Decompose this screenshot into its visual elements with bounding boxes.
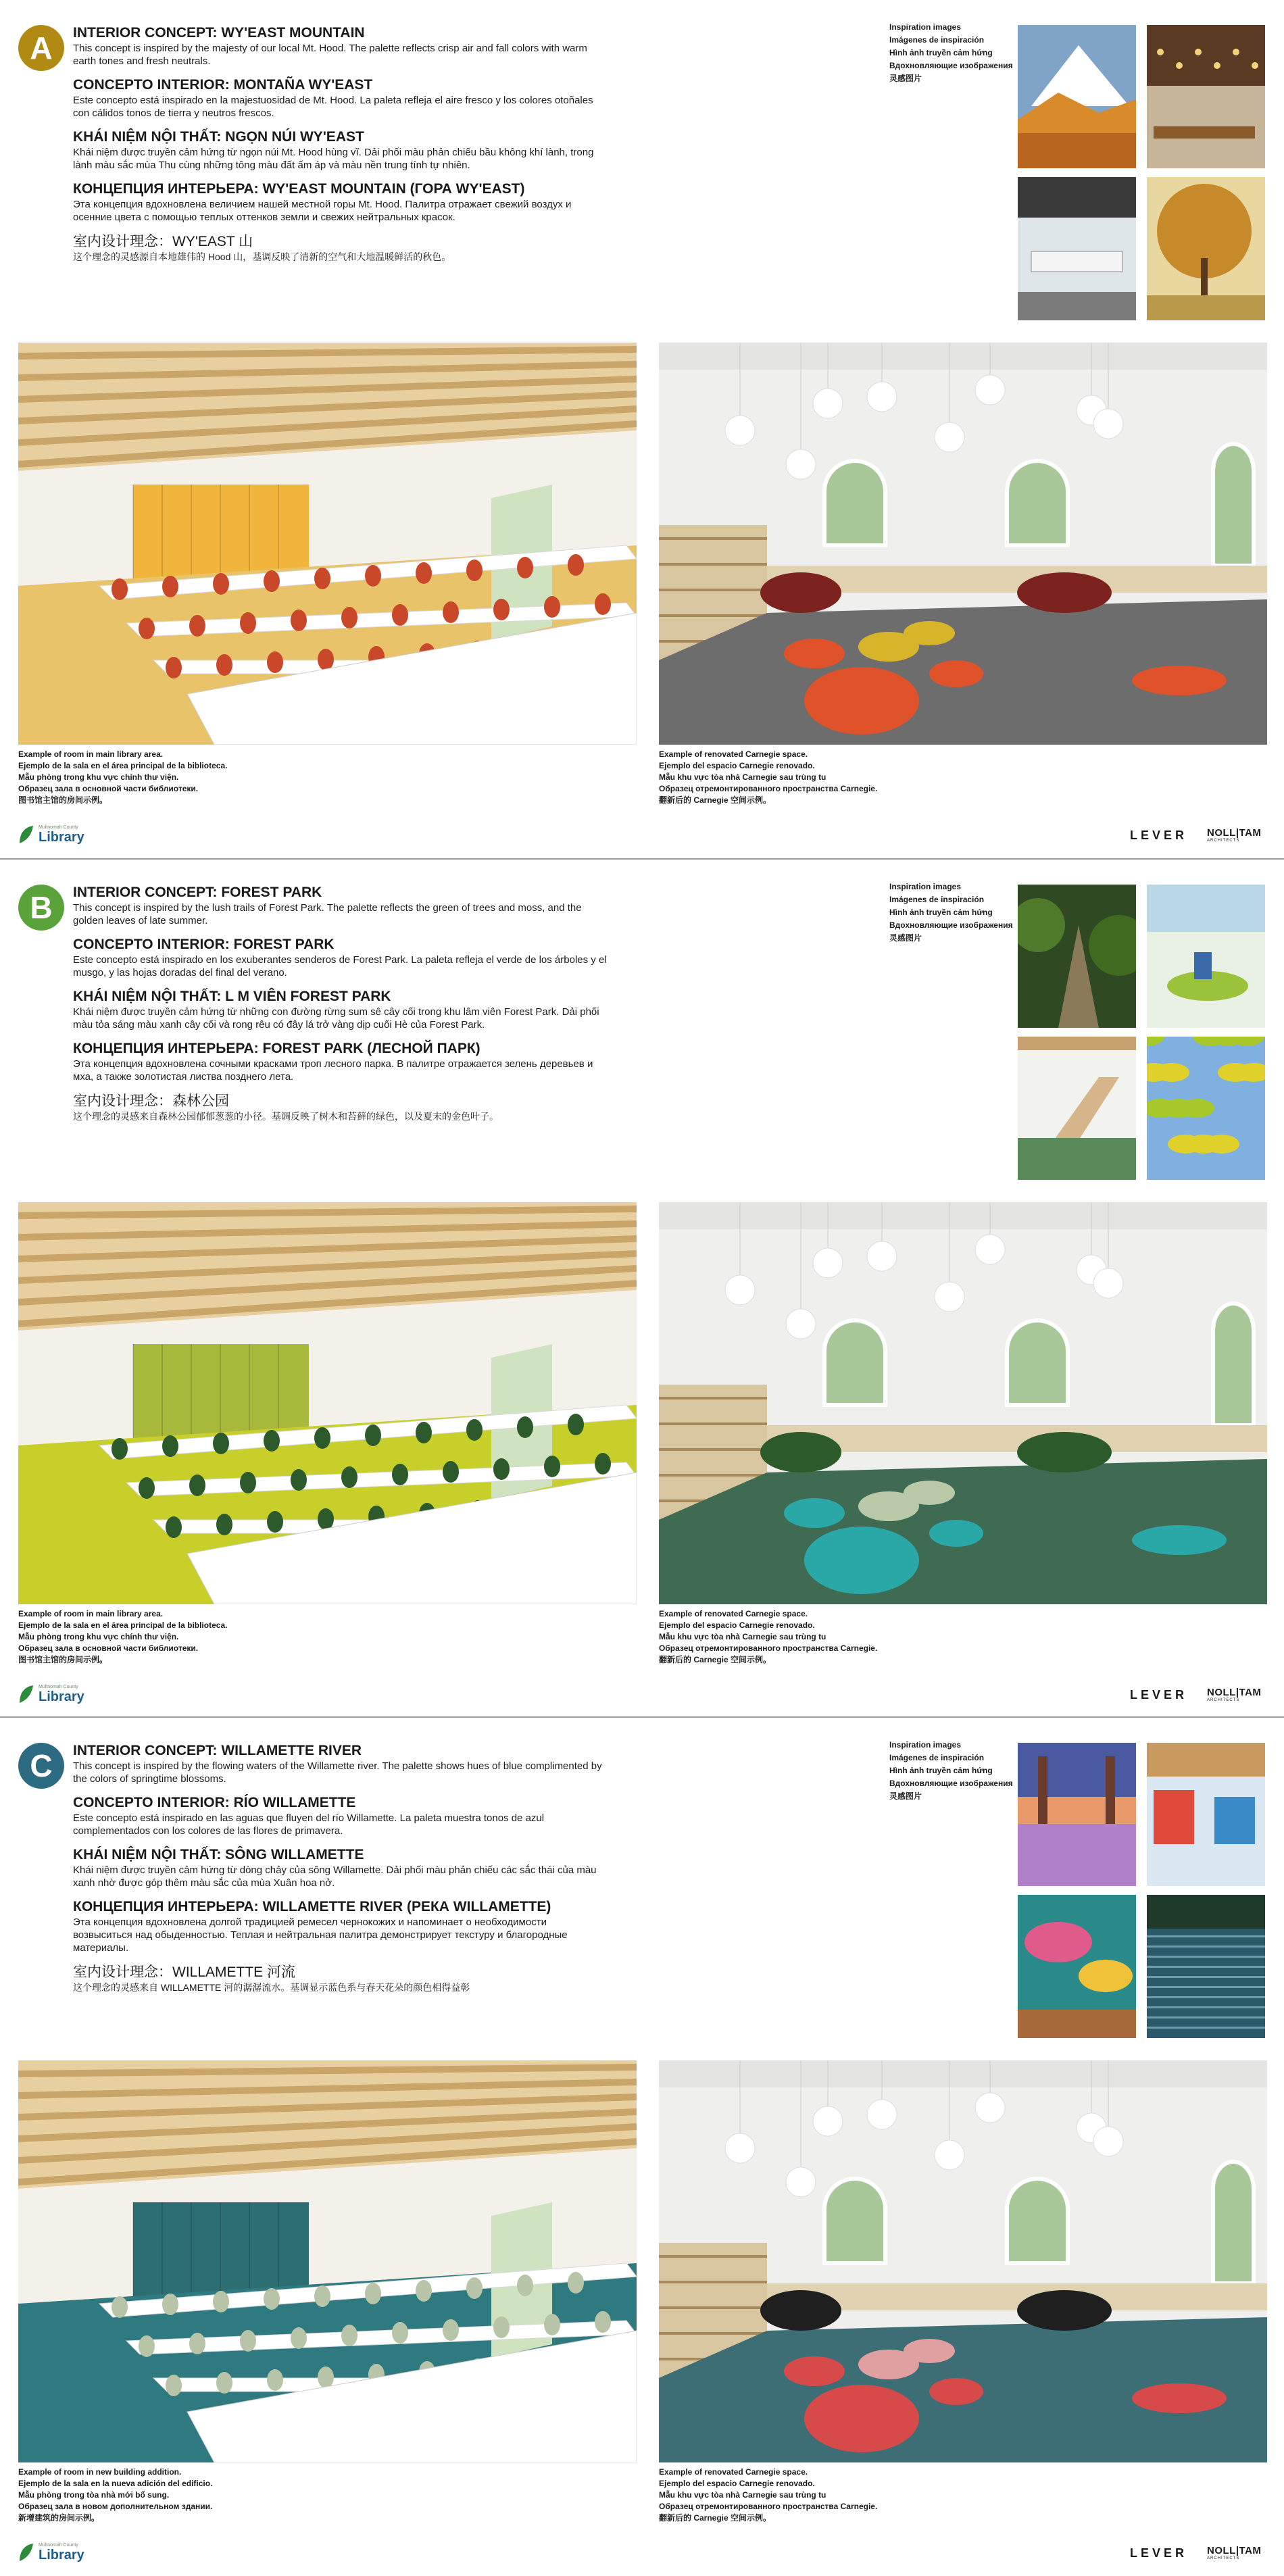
concept-title-chinese: 室内设计理念：WY'EAST 山 — [73, 234, 253, 249]
left-rendering-caption — [18, 2467, 212, 2524]
concept-body: Эта концепция вдохновлена сочными красками троп лесного парка. В палитре отражается зелень деревьев и мха, а также золотистая листва позднего лета. — [73, 1058, 593, 1083]
nolltam-name: NOLL|TAM — [1207, 2545, 1262, 2556]
inspiration-label: 灵感图片 — [889, 74, 922, 83]
caption-line: Образец зала в новом дополнительном здании. — [18, 2502, 213, 2511]
inspiration-labels — [889, 1740, 1014, 1804]
carnegie-rendering — [659, 2060, 1267, 2462]
concept-title: KHÁI NIỆM NỘI THẤT: SÔNG WILLAMETTE — [73, 1847, 364, 1862]
library-leaf-icon — [18, 824, 34, 845]
left-rendering-caption — [18, 749, 227, 806]
nolltam-logo — [1207, 1687, 1261, 1702]
right-rendering-caption — [659, 749, 877, 806]
autumn-tree-field-photo — [1147, 177, 1265, 320]
concept-text — [73, 1743, 607, 1993]
concept-body: Khái niệm được truyền cảm hứng từ ngọn núi Mt. Hood hùng vĩ. Dải phối màu phản chiếu bầu không khí lành, trong lành màu sắc mùa Thu cùng những tông màu đất ấm áp và màu nền trung tính tự nhiên. — [73, 147, 594, 171]
caption-line: Ejemplo de la sala en el área principal de la biblioteca. — [18, 761, 228, 770]
caption-line: 新增建筑的房间示例。 — [18, 2513, 100, 2523]
inspiration-label: 灵感图片 — [889, 1791, 922, 1801]
inspiration-label: 灵感图片 — [889, 933, 922, 943]
caption-line: Mẫu khu vực tòa nhà Carnegie sau trùng tu — [659, 772, 826, 782]
caption-line: Образец зала в основной части библиотеки. — [18, 1643, 199, 1653]
nolltam-name: NOLL|TAM — [1207, 1687, 1262, 1698]
nolltam-logo — [1207, 2545, 1261, 2560]
concept-title: КОНЦЕПЦИЯ ИНТЕРЬЕРА: WILLAMETTE RIVER (РЕКА WILLAMETTE) — [73, 1899, 551, 1914]
inspiration-label: Imágenes de inspiración — [889, 1753, 985, 1762]
caption-line: Образец зала в основной части библиотеки. — [18, 784, 199, 793]
nolltam-logo — [1207, 827, 1261, 843]
concept-letter-badge: B — [18, 885, 64, 931]
caption-line: Mẫu phòng trong tòa nhà mới bổ sung. — [18, 2490, 170, 2500]
concept-title: CONCEPTO INTERIOR: RÍO WILLAMETTE — [73, 1795, 356, 1810]
caption-line: 翻新后的 Carnegie 空间示例。 — [659, 795, 772, 805]
caption-line: 翻新后的 Carnegie 空间示例。 — [659, 2513, 772, 2523]
concept-board-c — [0, 1716, 1284, 2576]
concept-body: This concept is inspired by the lush trails of Forest Park. The palette reflects the green of trees and moss, and the golden leaves of late summer. — [73, 902, 582, 926]
library-logo — [18, 2542, 84, 2562]
caption-line: Ejemplo de la sala en la nueva adición del edificio. — [18, 2479, 213, 2488]
caption-line: Ejemplo de la sala en el área principal de la biblioteca. — [18, 1620, 228, 1630]
inspiration-label: Imágenes de inspiración — [889, 35, 985, 45]
right-rendering-caption — [659, 2467, 877, 2524]
right-rendering-caption — [659, 1608, 877, 1666]
concept-text — [73, 885, 607, 1122]
caption-line: 图书馆主馆的房间示例。 — [18, 795, 108, 805]
mural-reading-room-photo — [1018, 1895, 1136, 2038]
concept-title: INTERIOR CONCEPT: WY'EAST MOUNTAIN — [73, 25, 365, 41]
inspiration-label: Inspiration images — [889, 22, 962, 32]
caption-line: Ejemplo del espacio Carnegie renovado. — [659, 1620, 815, 1630]
childrens-library-photo — [1147, 1743, 1265, 1886]
inspiration-label: Hình ảnh truyền cảm hứng — [889, 48, 993, 57]
caption-line: Mẫu phòng trong khu vực chính thư viện. — [18, 1632, 179, 1641]
concept-title-chinese: 室内设计理念：WILLAMETTE 河流 — [73, 1964, 296, 1980]
concept-body: This concept is inspired by the majesty of our local Mt. Hood. The palette reflects crisp air and fall colors with warm earth tones and fresh neutrals. — [73, 43, 587, 67]
caption-line: Example of renovated Carnegie space. — [659, 1609, 808, 1618]
concept-title: INTERIOR CONCEPT: WILLAMETTE RIVER — [73, 1743, 362, 1758]
concept-body-chinese: 这个理念的灵感源自本地雄伟的 Hood 山，基调反映了清新的空气和大地温暖鲜活的秋色。 — [73, 251, 451, 262]
caption-line: Mẫu khu vực tòa nhà Carnegie sau trùng tu — [659, 2490, 826, 2500]
atrium-stairs-photo — [1018, 1037, 1136, 1180]
caption-line: Example of renovated Carnegie space. — [659, 749, 808, 759]
concept-body-chinese: 这个理念的灵感来自 WILLAMETTE 河的潺潺流水。基调显示蓝色系与春天花朵的颜色相得益彰 — [73, 1982, 470, 1993]
concept-body-chinese: 这个理念的灵感来自森林公园郁郁葱葱的小径。基调反映了树木和苔藓的绿色，以及夏末的金色叶子。 — [73, 1111, 499, 1122]
caption-line: Образец отремонтированного пространства Carnegie. — [659, 784, 878, 793]
library-wood-ceiling-photo — [1147, 25, 1265, 168]
caption-line: Ejemplo del espacio Carnegie renovado. — [659, 761, 815, 770]
yellow-leaves-photo — [1147, 1037, 1265, 1180]
library-leaf-icon — [18, 1684, 34, 1704]
bridge-sunset-photo — [1018, 1743, 1136, 1886]
mt-hood-autumn-photo — [1018, 25, 1136, 168]
reading-lounge-photo — [1147, 885, 1265, 1028]
caption-line: Ejemplo del espacio Carnegie renovado. — [659, 2479, 815, 2488]
inspiration-label: Вдохновляющие изображения — [889, 61, 1013, 70]
concept-body: Este concepto está inspirado en la majestuosidad de Mt. Hood. La paleta refleja el aire fresco y los colores otoñales con cálidos tonos de tierra y neutros frescos. — [73, 95, 593, 119]
inspiration-label: Hình ảnh truyền cảm hứng — [889, 908, 993, 917]
river-water-photo — [1147, 1895, 1265, 2038]
concept-text — [73, 25, 607, 263]
nolltam-subtitle: ARCHITECTS — [1207, 2556, 1240, 2560]
caption-line: Mẫu khu vực tòa nhà Carnegie sau trùng tu — [659, 1632, 826, 1641]
lever-logo: LEVER — [1130, 1688, 1188, 1702]
classroom-rendering — [18, 1202, 637, 1604]
classroom-rendering — [18, 343, 637, 745]
concept-title: KHÁI NIỆM NỘI THẤT: NGỌN NÚI WY'EAST — [73, 129, 364, 145]
inspiration-label: Вдохновляющие изображения — [889, 1779, 1013, 1788]
inspiration-label: Imágenes de inspiración — [889, 895, 985, 904]
inspiration-label: Hình ảnh truyền cảm hứng — [889, 1766, 993, 1775]
concept-title-chinese: 室内设计理念：森林公园 — [73, 1093, 229, 1109]
concept-title: INTERIOR CONCEPT: FOREST PARK — [73, 885, 322, 900]
nolltam-subtitle: ARCHITECTS — [1207, 839, 1240, 843]
library-logo — [18, 824, 84, 845]
caption-line: 翻新后的 Carnegie 空间示例。 — [659, 1655, 772, 1664]
classroom-rendering — [18, 2060, 637, 2462]
library-logo — [18, 1684, 84, 1704]
concept-letter-badge: C — [18, 1743, 64, 1789]
caption-line: Example of room in main library area. — [18, 749, 164, 759]
logo-county: Multnomah County — [39, 1685, 78, 1689]
left-rendering-caption — [18, 1608, 227, 1666]
concept-body: Эта концепция вдохновлена величием нашей местной горы Mt. Hood. Палитра отражает свежий воздух и осенние цвета с помощью теплых оттенков земли и свежих нейтральных красок. — [73, 199, 572, 223]
caption-line: Образец отремонтированного пространства Carnegie. — [659, 2502, 878, 2511]
concept-board-a — [0, 0, 1284, 858]
study-room-tables-photo — [1018, 177, 1136, 320]
concept-title: KHÁI NIỆM NỘI THẤT: L M VIÊN FOREST PARK — [73, 989, 391, 1004]
logo-county: Multnomah County — [39, 2543, 78, 2548]
caption-line: Example of renovated Carnegie space. — [659, 2467, 808, 2477]
carnegie-rendering — [659, 1202, 1267, 1604]
nolltam-name: NOLL|TAM — [1207, 827, 1262, 839]
concept-board-b — [0, 858, 1284, 1718]
concept-title: CONCEPTO INTERIOR: FOREST PARK — [73, 937, 335, 952]
inspiration-label: Inspiration images — [889, 1740, 962, 1750]
inspiration-label: Inspiration images — [889, 882, 962, 891]
concept-letter-badge: A — [18, 25, 64, 71]
library-leaf-icon — [18, 2542, 34, 2562]
concept-body: Khái niệm được truyền cảm hứng từ dòng chảy của sông Willamette. Dải phối màu phản chiếu các sắc thái của màu xanh nhờ được góp thêm màu sắc của mùa Xuân hoa nở. — [73, 1864, 597, 1889]
concept-body: Este concepto está inspirado en los exuberantes senderos de Forest Park. La paleta refleja el verde de los árboles y el musgo, y las hojas doradas del final del verano. — [73, 954, 607, 979]
caption-line: Mẫu phòng trong khu vực chính thư viện. — [18, 772, 179, 782]
concept-title: КОНЦЕПЦИЯ ИНТЕРЬЕРА: FOREST PARK (ЛЕСНОЙ ПАРК) — [73, 1041, 480, 1056]
forest-trail-stairs-photo — [1018, 885, 1136, 1028]
logo-library: Library — [39, 2548, 84, 2562]
logo-library: Library — [39, 1689, 84, 1704]
concept-title: CONCEPTO INTERIOR: MONTAÑA WY'EAST — [73, 77, 373, 93]
inspiration-labels — [889, 882, 1014, 946]
concept-body: Este concepto está inspirado en las aguas que fluyen del río Willamette. La paleta muestra tonos de azul complementados con los colores de las flores de primavera. — [73, 1812, 545, 1837]
concept-body: This concept is inspired by the flowing waters of the Willamette river. The palette shows hues of blue complimented by the colors of springtime blossoms. — [73, 1760, 602, 1785]
lever-logo: LEVER — [1130, 828, 1188, 842]
lever-logo: LEVER — [1130, 2546, 1188, 2560]
caption-line: Образец отремонтированного пространства Carnegie. — [659, 1643, 878, 1653]
nolltam-subtitle: ARCHITECTS — [1207, 1698, 1240, 1702]
caption-line: Example of room in main library area. — [18, 1609, 164, 1618]
carnegie-rendering — [659, 343, 1267, 745]
logo-library: Library — [39, 830, 84, 845]
concept-body: Khái niệm được truyền cảm hứng từ những con đường rừng sum sê cây cối trong khu lâm viên Forest Park. Dải phối màu tỏa sáng màu xanh cây cối và rong rêu có đây lá trở vàng dịp cuối Hè của Forest Park. — [73, 1006, 599, 1031]
logo-county: Multnomah County — [39, 825, 78, 830]
concept-title: КОНЦЕПЦИЯ ИНТЕРЬЕРА: WY'EAST MOUNTAIN (ГОРА WY'EAST) — [73, 181, 525, 197]
caption-line: 图书馆主馆的房间示例。 — [18, 1655, 108, 1664]
concept-body: Эта концепция вдохновлена долгой традицией ремесел чернокожих и напоминает о необходимости возвыситься над обыденностью. Теплая и нейтральная палитра демонстрирует текстуру и благородные материалы. — [73, 1916, 568, 1954]
caption-line: Example of room in new building addition. — [18, 2467, 182, 2477]
inspiration-label: Вдохновляющие изображения — [889, 920, 1013, 930]
inspiration-labels — [889, 22, 1014, 86]
